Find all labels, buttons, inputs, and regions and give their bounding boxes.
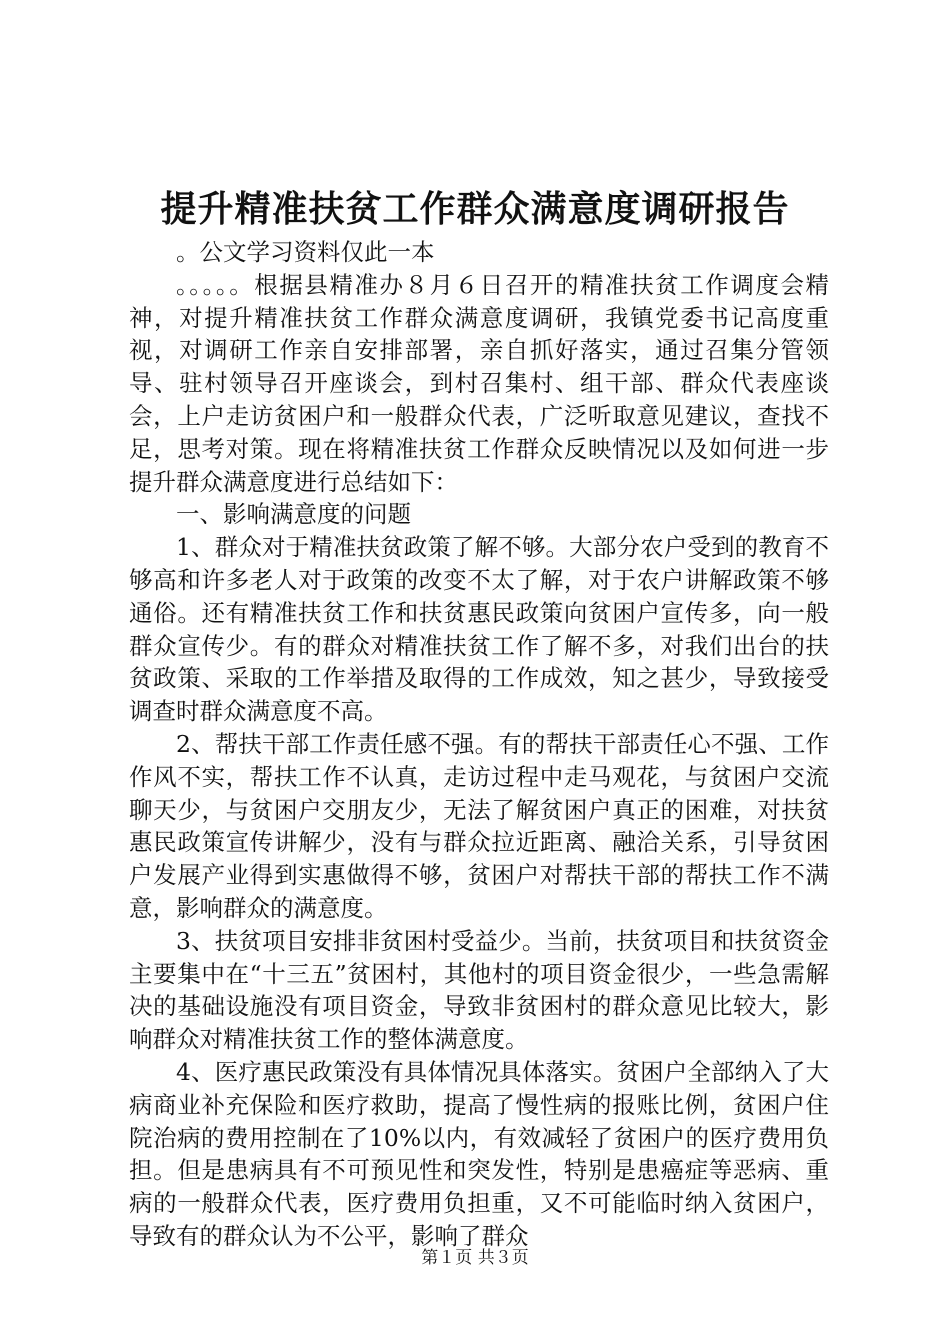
section-heading: 一、影响满意度的问题: [176, 500, 411, 529]
paragraph-item-1: 1、群众对于精准扶贫政策了解不够。大部分农户受到的教育不够高和许多老人对于政策的改变不太了解，对于农户讲解政策不够通俗。还有精准扶贫工作和扶贫惠民政策向贫困户宣传多，向一般群众宣传少。有的群众对精准扶贫工作了解不多，对我们出台的扶贫政策、采取的工作举措及取得的工作成效，知之甚少，导致接受调查时群众满意度不高。: [129, 533, 829, 726]
document-title: 提升精准扶贫工作群众满意度调研报告: [160, 188, 790, 230]
paragraph-item-4: 4、医疗惠民政策没有具体情况具体落实。贫困户全部纳入了大病商业补充保险和医疗救助，提高了慢性病的报账比例，贫困户住院治病的费用控制在了10%以内，有效减轻了贫困户的医疗费用负担。但是患病具有不可预见性和突发性，特别是患癌症等恶病、重病的一般群众代表，医疗费用负担重，又不可能临时纳入贫困户，导致有的群众认为不公平，影响了群众: [129, 1057, 829, 1250]
paragraph-item-2: 2、帮扶干部工作责任感不强。有的帮扶干部责任心不强、工作作风不实，帮扶工作不认真，走访过程中走马观花，与贫困户交流聊天少，与贫困户交朋友少，无法了解贫困户真正的困难，对扶贫惠民政策宣传讲解少，没有与群众拉近距离、融洽关系，引导贫困户发展产业得到实惠做得不够，贫困户对帮扶干部的帮扶工作不满意，影响群众的满意度。: [129, 729, 829, 922]
paragraph-note: 。公文学习资料仅此一本: [176, 238, 435, 266]
page-footer: 第１页 共３页: [421, 1248, 529, 1268]
document-body: [129, 236, 829, 1253]
paragraph-item-3: 3、扶贫项目安排非贫困村受益少。当前，扶贫项目和扶贫资金主要集中在“十三五”贫困村，其他村的项目资金很少，一些急需解决的基础设施没有项目资金，导致非贫困村的群众意见比较大，影响群众对精准扶贫工作的整体满意度。: [129, 926, 829, 1054]
paragraph-intro: 。。。。。根据县精准办８月６日召开的精准扶贫工作调度会精神，对提升精准扶贫工作群众满意度调研，我镇党委书记高度重视，对调研工作亲自安排部署，亲自抓好落实，通过召集分管领导、驻村领导召开座谈会，到村召集村、组干部、群众代表座谈会，上户走访贫困户和一般群众代表，广泛听取意见建议，查找不足，思考对策。现在将精准扶贫工作群众反映情况以及如何进一步提升群众满意度进行总结如下：: [129, 270, 829, 496]
